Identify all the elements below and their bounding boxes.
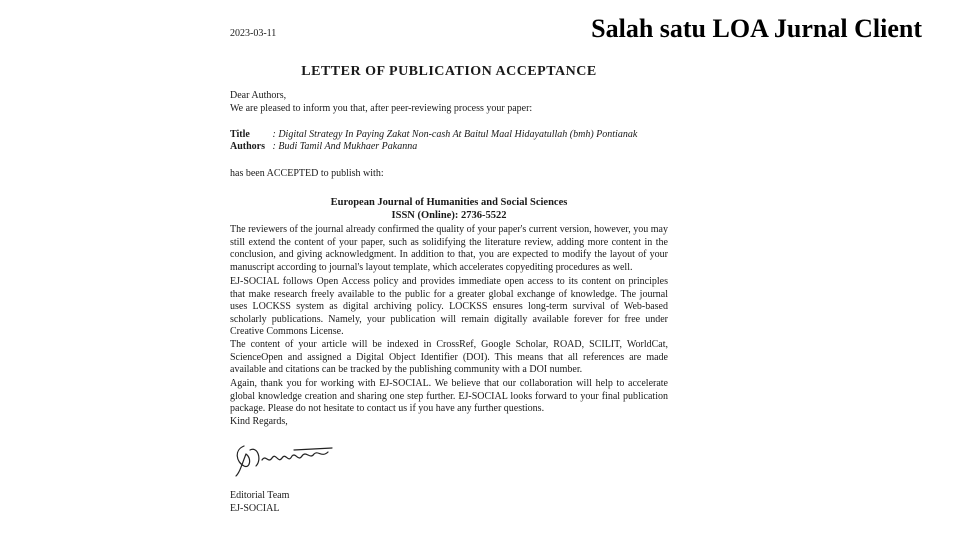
intro-text: We are pleased to inform you that, after peer-reviewing process your paper:: [230, 102, 533, 114]
paragraph-thanks: Again, thank you for working with EJ-SOCIAL. We believe that our collaboration will help to accelerate global knowledge creation and sharing one step further. EJ-SOCIAL looks forward to your final publication package. Please do not hesitate to contact us if you have any further questions.: [230, 378, 668, 415]
letter-heading: LETTER OF PUBLICATION ACCEPTANCE: [301, 64, 597, 79]
closing-regards: Kind Regards,: [230, 416, 288, 427]
paper-title-row: [230, 129, 637, 142]
journal-issn: ISSN (Online): 2736-5522: [391, 210, 507, 221]
signature: [232, 440, 342, 485]
authors-value: : Budi Tamil And Mukhaer Pakanna: [272, 141, 418, 152]
team-name: Editorial Team: [230, 490, 290, 501]
paragraph-indexing: The content of your article will be indexed in CrossRef, Google Scholar, ROAD, SCILIT, WorldCat, ScienceOpen and assigned a Digital Object Identifier (DOI). This means that all references are made available and citations can be tracked by the publishing community with a DOI number.: [230, 339, 668, 376]
letter-date: 2023-03-11: [230, 28, 277, 39]
signoff-block: [230, 490, 289, 515]
organization-name: EJ-SOCIAL: [230, 502, 280, 514]
accepted-text: has been ACCEPTED to publish with:: [230, 168, 384, 179]
paragraph-open-access: EJ-SOCIAL follows Open Access policy and provides immediate open access to its content on principles that make research freely available to the public for a greater global exchange of knowledge. The journal uses LOCKSS system as digital archiving policy. LOCKSS ensures long-term survival of Web-based scholarly publications. Namely, your publication will remain digitally available forever for free under Creative Commons License.: [230, 276, 668, 338]
paper-authors-row: [230, 141, 417, 154]
authors-label: Authors: [230, 141, 266, 152]
journal-block: [230, 196, 668, 222]
journal-name: European Journal of Humanities and Social Sciences: [330, 197, 568, 208]
slide-title: Salah satu LOA Jurnal Client: [591, 14, 922, 43]
title-value: : Digital Strategy In Paying Zakat Non-cash At Baitul Maal Hidayatullah (bmh) Pontianak: [272, 129, 638, 140]
paragraph-reviewers: The reviewers of the journal already confirmed the quality of your paper's current version, however, you may still extend the content of your paper, such as solidifying the literature review, adding more content in the conclusion, and giving acknowledgment. In addition to that, you are expected to modify the layout of your manuscript according to journal's layout template, which accelerates copyediting procedures as well.: [230, 224, 668, 273]
greeting-block: [230, 90, 668, 115]
title-label: Title: [230, 129, 250, 140]
salutation: Dear Authors,: [230, 90, 287, 101]
